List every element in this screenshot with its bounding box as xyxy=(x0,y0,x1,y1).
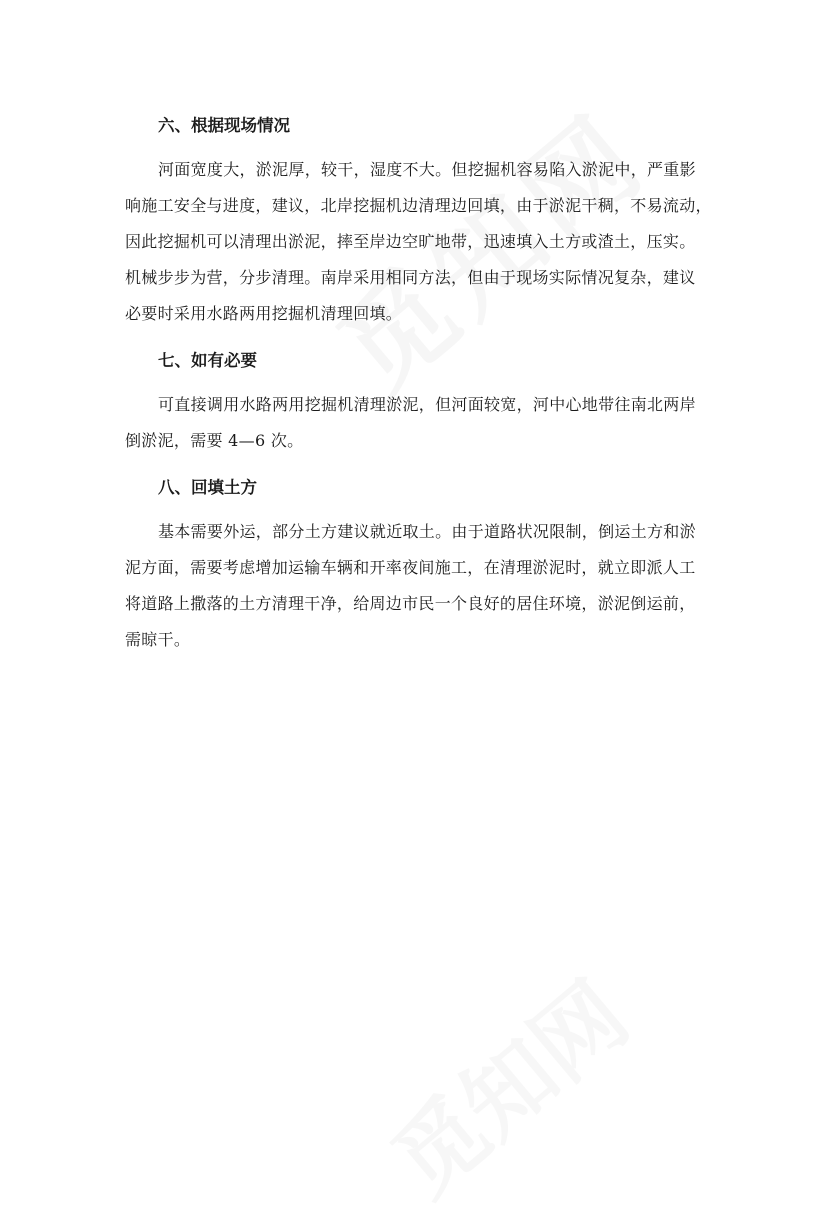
paragraph-line: 将道路上撒落的土方清理干净，给周边市民一个良好的居住环境，淤泥倒运前， xyxy=(125,594,696,613)
paragraph-line: 机械步步为营，分步清理。南岸采用相同方法，但由于现场实际情况复杂，建议 xyxy=(125,268,696,287)
section-heading: 八、回填土方 xyxy=(158,478,257,497)
section-paragraph xyxy=(125,152,710,332)
section-paragraph xyxy=(125,514,710,658)
paragraph-line: 倒淤泥，需要 4—6 次。 xyxy=(125,431,304,450)
paragraph-line: 泥方面，需要考虑增加运输车辆和开率夜间施工，在清理淤泥时，就立即派人工 xyxy=(125,558,696,577)
section-heading: 六、根据现场情况 xyxy=(158,116,290,135)
section-eight xyxy=(125,469,710,658)
paragraph-line: 需晾干。 xyxy=(125,630,191,649)
paragraph-line: 河面宽度大，淤泥厚，较干，湿度不大。但挖掘机容易陷入淤泥中，严重影 xyxy=(158,160,696,179)
watermark-bottom xyxy=(360,946,650,1219)
paragraph-line: 因此挖掘机可以清理出淤泥，摔至岸边空旷地带，迅速填入土方或渣土，压实。 xyxy=(125,232,696,251)
paragraph-line: 基本需要外运，部分土方建议就近取土。由于道路状况限制，倒运土方和淤 xyxy=(158,522,696,541)
section-seven xyxy=(125,342,710,459)
paragraph-line: 必要时采用水路两用挖掘机清理回填。 xyxy=(125,304,403,323)
section-six xyxy=(125,107,710,332)
section-paragraph xyxy=(125,387,710,459)
document-body xyxy=(125,107,710,658)
section-heading: 七、如有必要 xyxy=(158,351,257,370)
paragraph-line: 响施工安全与进度，建议，北岸挖掘机边清理边回填，由于淤泥干稠，不易流动， xyxy=(125,196,712,215)
paragraph-line: 可直接调用水路两用挖掘机清理淤泥，但河面较宽，河中心地带往南北两岸 xyxy=(158,395,696,414)
